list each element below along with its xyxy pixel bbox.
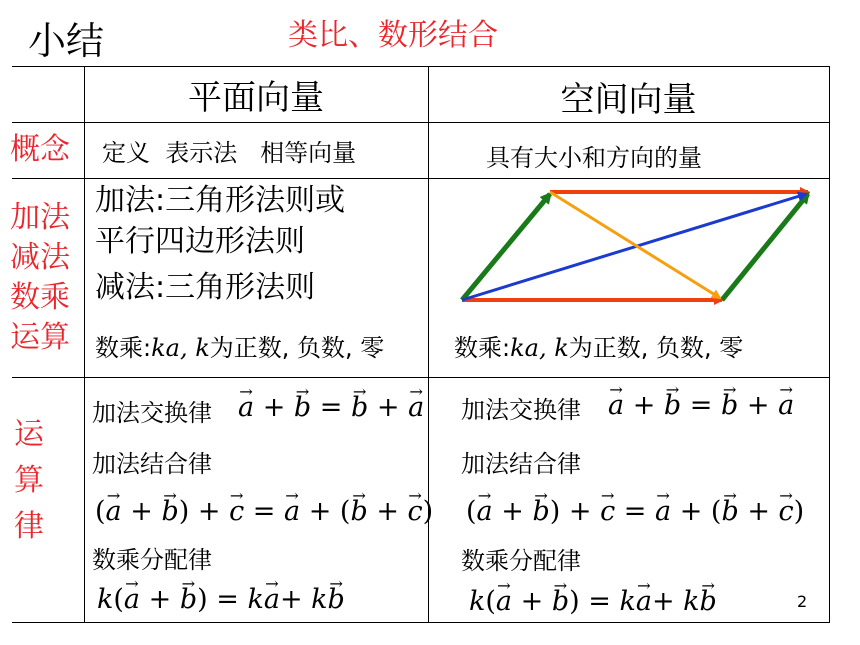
- parallelogram-diagram: [440, 180, 820, 315]
- add-rule-text: [95, 180, 345, 262]
- scalar-k: ka, k: [151, 334, 210, 362]
- sub-rule-text: 减法:三角形法则: [95, 270, 316, 305]
- ops-label-line: 运算: [10, 320, 70, 355]
- laws-label-line: 律: [14, 509, 44, 544]
- distributive-label-plane: 数乘分配律: [92, 546, 212, 574]
- add-rule-line-1: 加法:三角形法则或: [95, 183, 346, 218]
- distributive-formula-plane: k(→ a + → b) = k→ a+ k→ b: [97, 584, 345, 615]
- associative-formula-plane: (→ a + → b) + → c = → a + (→ b + → c): [95, 496, 433, 527]
- vector-right-edge: [722, 194, 808, 300]
- scalar-suffix: 为正数, 负数, 零: [209, 334, 385, 362]
- laws-label-line: 运: [14, 417, 44, 452]
- distributive-formula-space: k(→ a + → b) = k→ a+ k→ b: [469, 586, 717, 617]
- concept-label: 概念: [10, 132, 70, 167]
- laws-label: [14, 412, 44, 550]
- table-line: [12, 66, 829, 67]
- commutative-label-plane: 加法交换律: [92, 399, 212, 427]
- vector-diagonal-diff: [550, 192, 720, 298]
- table-line: [12, 122, 829, 123]
- table-line: [84, 66, 85, 623]
- table-line: [12, 377, 829, 378]
- concept-plane: 定义 表示法 相等向量: [102, 139, 357, 167]
- header-plane: 平面向量: [188, 78, 324, 118]
- laws-label-line: 算: [14, 463, 44, 498]
- scalar-space: [454, 328, 743, 363]
- associative-formula-space: (→ a + → b) + → c = → a + (→ b + → c): [466, 496, 804, 527]
- table-line: [829, 66, 830, 623]
- scalar-suffix: 为正数, 负数, 零: [568, 334, 744, 362]
- associative-label-plane: 加法结合律: [92, 450, 212, 478]
- page-title: 小结: [28, 19, 105, 63]
- add-rule-line-2: 平行四边形法则: [95, 224, 305, 259]
- table-line: [12, 178, 829, 179]
- ops-label-line: 数乘: [10, 280, 70, 315]
- page-number: 2: [797, 592, 808, 611]
- vector-left-edge: [462, 194, 550, 300]
- table-line: [12, 622, 829, 623]
- page-subtitle: 类比、数形结合: [288, 18, 498, 53]
- distributive-label-space: 数乘分配律: [461, 547, 581, 575]
- scalar-prefix: 数乘:: [95, 334, 152, 362]
- ops-label-line: 加法: [10, 200, 70, 235]
- scalar-plane: [95, 328, 384, 363]
- vector-diagonal-sum: [462, 194, 806, 300]
- commutative-formula-space: → a + → b = → b + → a: [608, 390, 794, 421]
- commutative-formula-plane: → a + → b = → b + → a: [238, 392, 424, 423]
- ops-label-line: 减法: [10, 240, 70, 275]
- header-space: 空间向量: [560, 80, 697, 120]
- ops-label: [10, 198, 70, 358]
- table-line: [428, 66, 429, 623]
- scalar-prefix: 数乘:: [454, 334, 511, 362]
- concept-space: 具有大小和方向的量: [486, 144, 702, 172]
- associative-label-space: 加法结合律: [461, 450, 581, 478]
- commutative-label-space: 加法交换律: [461, 396, 581, 424]
- scalar-k: ka, k: [510, 334, 569, 362]
